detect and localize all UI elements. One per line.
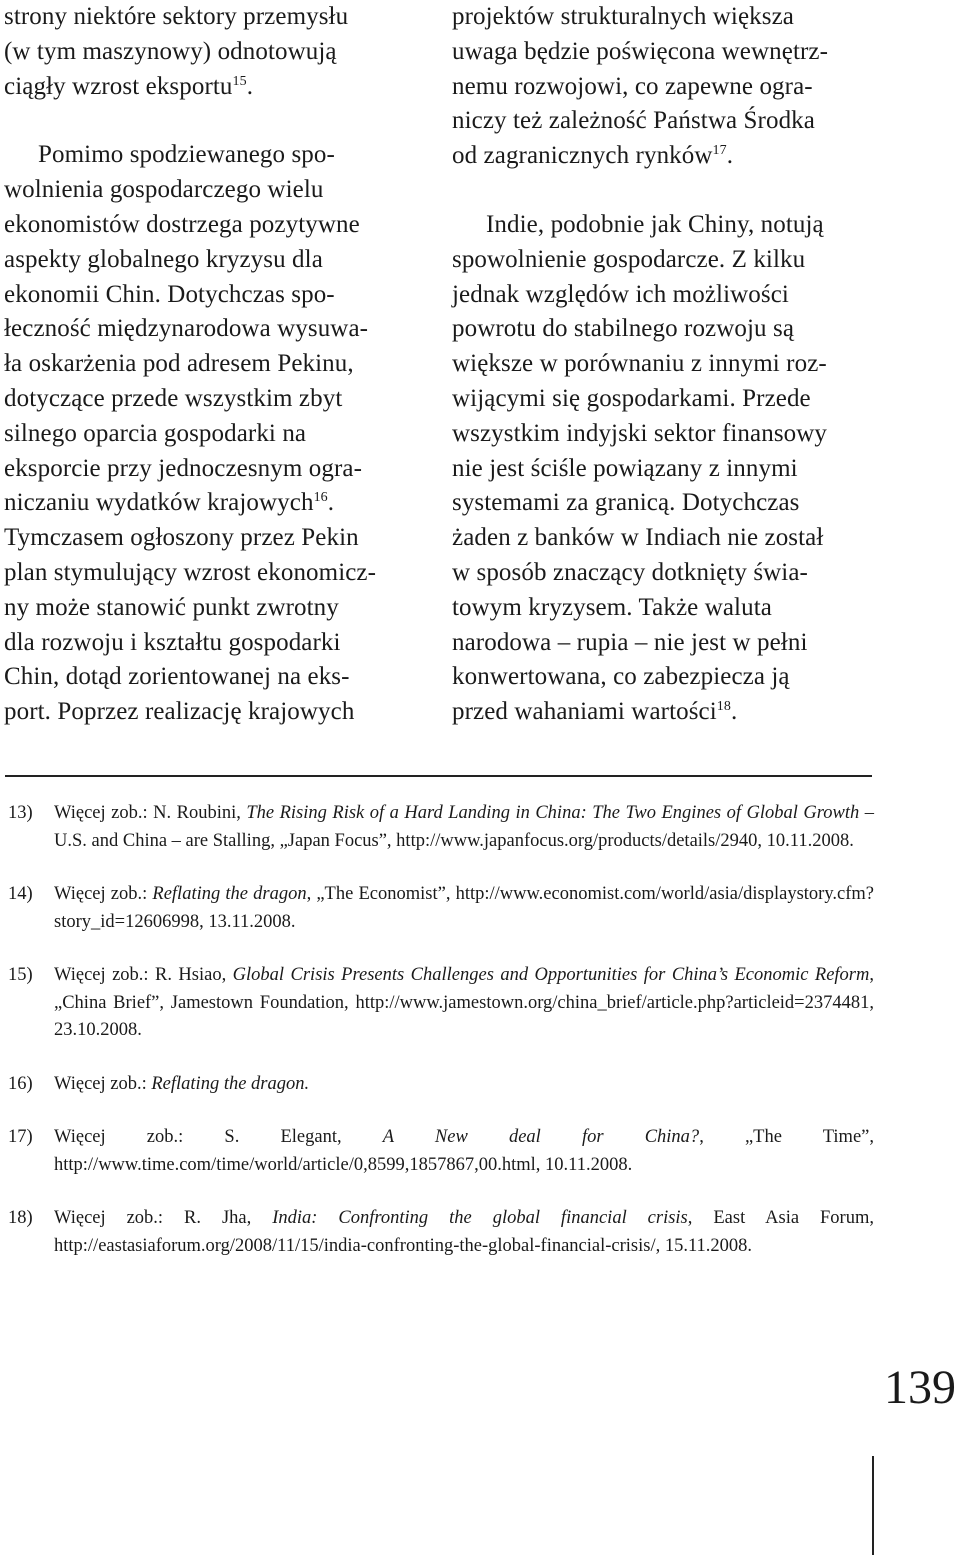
right-paragraph-2 (452, 208, 892, 730)
punctuation: . (731, 698, 738, 726)
footnote-text: Więcej zob.: (54, 884, 153, 904)
text-line: ekonomistów dostrzega pozytywne (4, 210, 360, 238)
footnote-number: 16) (8, 1073, 33, 1094)
text-line: wszystkim indyjski sektor finansowy (452, 419, 828, 447)
footnote-text: , „China Brief”, Jamestown Foundation, http://www.jamestown.org/china_brief/article.php?articleid=2374481, 23.10.2008. (54, 965, 874, 1040)
text-line: narodowa – rupia – nie jest w pełni (452, 628, 808, 656)
footnote-ref-15[interactable]: 15 (232, 73, 247, 89)
text-line: spowolnienie gospodarcze. Z kilku (452, 245, 806, 273)
text-line: nie jest ściśle powiązany z innymi (452, 454, 798, 482)
text-line: niczy też zależność Państwa Środka (452, 107, 815, 135)
text-line: większe w porównaniu z innymi roz- (452, 350, 827, 378)
text-line: wolnienia gospodarczego wielu (4, 176, 324, 204)
footnote-18 (8, 1205, 874, 1260)
text-line: dotyczące przede wszystkim zbyt (4, 384, 343, 412)
footnote-separator (5, 775, 872, 777)
footnote-text: , East Asia Forum, http://eastasiaforum.org/2008/11/15/india-confronting-the-global-financial-crisis/, 15.11.2008. (54, 1208, 874, 1256)
text-line: port. Poprzez realizację krajowych (4, 698, 355, 726)
text-line: Pomimo spodziewanego spo- (38, 141, 335, 169)
text-line: ła oskarżenia pod adresem Pekinu, (4, 350, 354, 378)
footnote-title: A New deal for China? (382, 1127, 700, 1147)
footnote-16 (8, 1071, 874, 1099)
text-line: dla rozwoju i kształtu gospodarki (4, 628, 341, 656)
margin-rule (872, 1456, 874, 1555)
text-line: od zagranicznych rynków (452, 142, 713, 170)
text-line: nemu rozwojowi, co zapewne ogra- (452, 72, 813, 100)
footnote-text: , „The Economist”, http://www.economist.com/world/asia/displaystory.cfm?story_id=12606998, 13.11.2008. (54, 884, 874, 932)
footnote-15 (8, 962, 874, 1045)
text-line: żaden z banków w Indiach nie został (452, 524, 824, 552)
right-column (452, 0, 892, 730)
text-line: silnego oparcia gospodarki na (4, 419, 307, 447)
text-line: jednak względów ich możliwości (452, 280, 789, 308)
footnote-ref-16[interactable]: 16 (313, 490, 328, 506)
page-number: 139 (884, 1361, 956, 1414)
text-line: łeczność międzynarodowa wysuwa- (4, 315, 369, 343)
text-line: aspekty globalnego kryzysu dla (4, 245, 323, 273)
text-line: eksporcie przy jednoczesnym ogra- (4, 454, 363, 482)
text-line: ny może stanowić punkt zwrotny (4, 593, 339, 621)
text-line: powrotu do stabilnego rozwoju są (452, 315, 795, 343)
footnote-14 (8, 881, 874, 936)
text-line: ciągły wzrost eksportu (4, 72, 233, 100)
left-paragraph-2 (4, 138, 414, 730)
footnote-number: 13) (8, 803, 33, 823)
text-line: przed wahaniami wartości (452, 698, 717, 726)
footnote-title: Reflating the dragon (152, 884, 307, 904)
footnote-number: 18) (8, 1208, 33, 1228)
text-line: wijącymi się gospodarkami. Przede (452, 384, 811, 412)
footnote-text: Więcej zob.: (54, 1073, 152, 1094)
text-line: w sposób znaczący dotknięty świa- (452, 558, 808, 586)
footnote-text: , „The Time”, http://www.time.com/time/world/article/0,8599,1857867,00.html, 10.11.2008. (54, 1127, 874, 1175)
text-line: systemami za granicą. Dotychczas (452, 489, 800, 517)
footnote-number: 14) (8, 884, 33, 904)
footnote-ref-18[interactable]: 18 (716, 699, 731, 715)
footnote-ref-17[interactable]: 17 (712, 143, 727, 159)
text-line: uwaga będzie poświęcona wewnętrz- (452, 37, 829, 65)
footnote-text: Więcej zob.: R. Hsiao, (54, 965, 233, 985)
left-column (4, 0, 414, 730)
text-line: towym kryzysem. Także waluta (452, 593, 772, 621)
punctuation: . (327, 489, 335, 517)
footnote-title: Global Crisis Presents Challenges and Opportunities for China’s Economic Reform (232, 965, 870, 985)
right-paragraph-1 (452, 0, 892, 174)
footnote-number: 15) (8, 965, 33, 985)
footnote-13 (8, 800, 874, 855)
footnote-title: Reflating the dragon. (151, 1073, 310, 1094)
punctuation: . (726, 142, 734, 170)
footnote-title: The Rising Risk of a Hard Landing in China: The Two Engines of Global Growth (246, 803, 860, 823)
left-paragraph-1 (4, 0, 414, 104)
footnote-text: Więcej zob.: R. Jha, (54, 1208, 273, 1228)
footnote-number: 17) (8, 1127, 33, 1147)
footnote-17 (8, 1124, 874, 1179)
footnote-text: Więcej zob.: S. Elegant, (54, 1127, 383, 1147)
footnote-title: India: Confronting the global financial crisis (272, 1208, 688, 1228)
text-line: Indie, podobnie jak Chiny, notują (486, 210, 824, 238)
text-line: ekonomii Chin. Dotychczas spo- (4, 280, 335, 308)
footnote-text: Więcej zob.: N. Roubini, (54, 803, 247, 823)
text-line: Chin, dotąd zorientowanej na eks- (4, 663, 350, 691)
text-line: projektów strukturalnych większa (452, 3, 794, 30)
footnote-text: – U.S. and China – are Stalling, „Japan Focus”, http://www.japanfocus.org/products/details/2940, 10.11.2008. (54, 803, 875, 851)
text-line: strony niektóre sektory przemysłu (4, 3, 349, 30)
footnotes (8, 800, 874, 1286)
text-line: konwertowana, co zabezpiecza ją (452, 663, 790, 691)
text-line: (w tym maszynowy) odnotowują (4, 37, 337, 65)
text-line: Tymczasem ogłoszony przez Pekin (4, 524, 359, 552)
text-line: plan stymulujący wzrost ekonomicz- (4, 558, 377, 586)
punctuation: . (246, 72, 254, 100)
text-line: niczaniu wydatków krajowych (4, 489, 314, 517)
